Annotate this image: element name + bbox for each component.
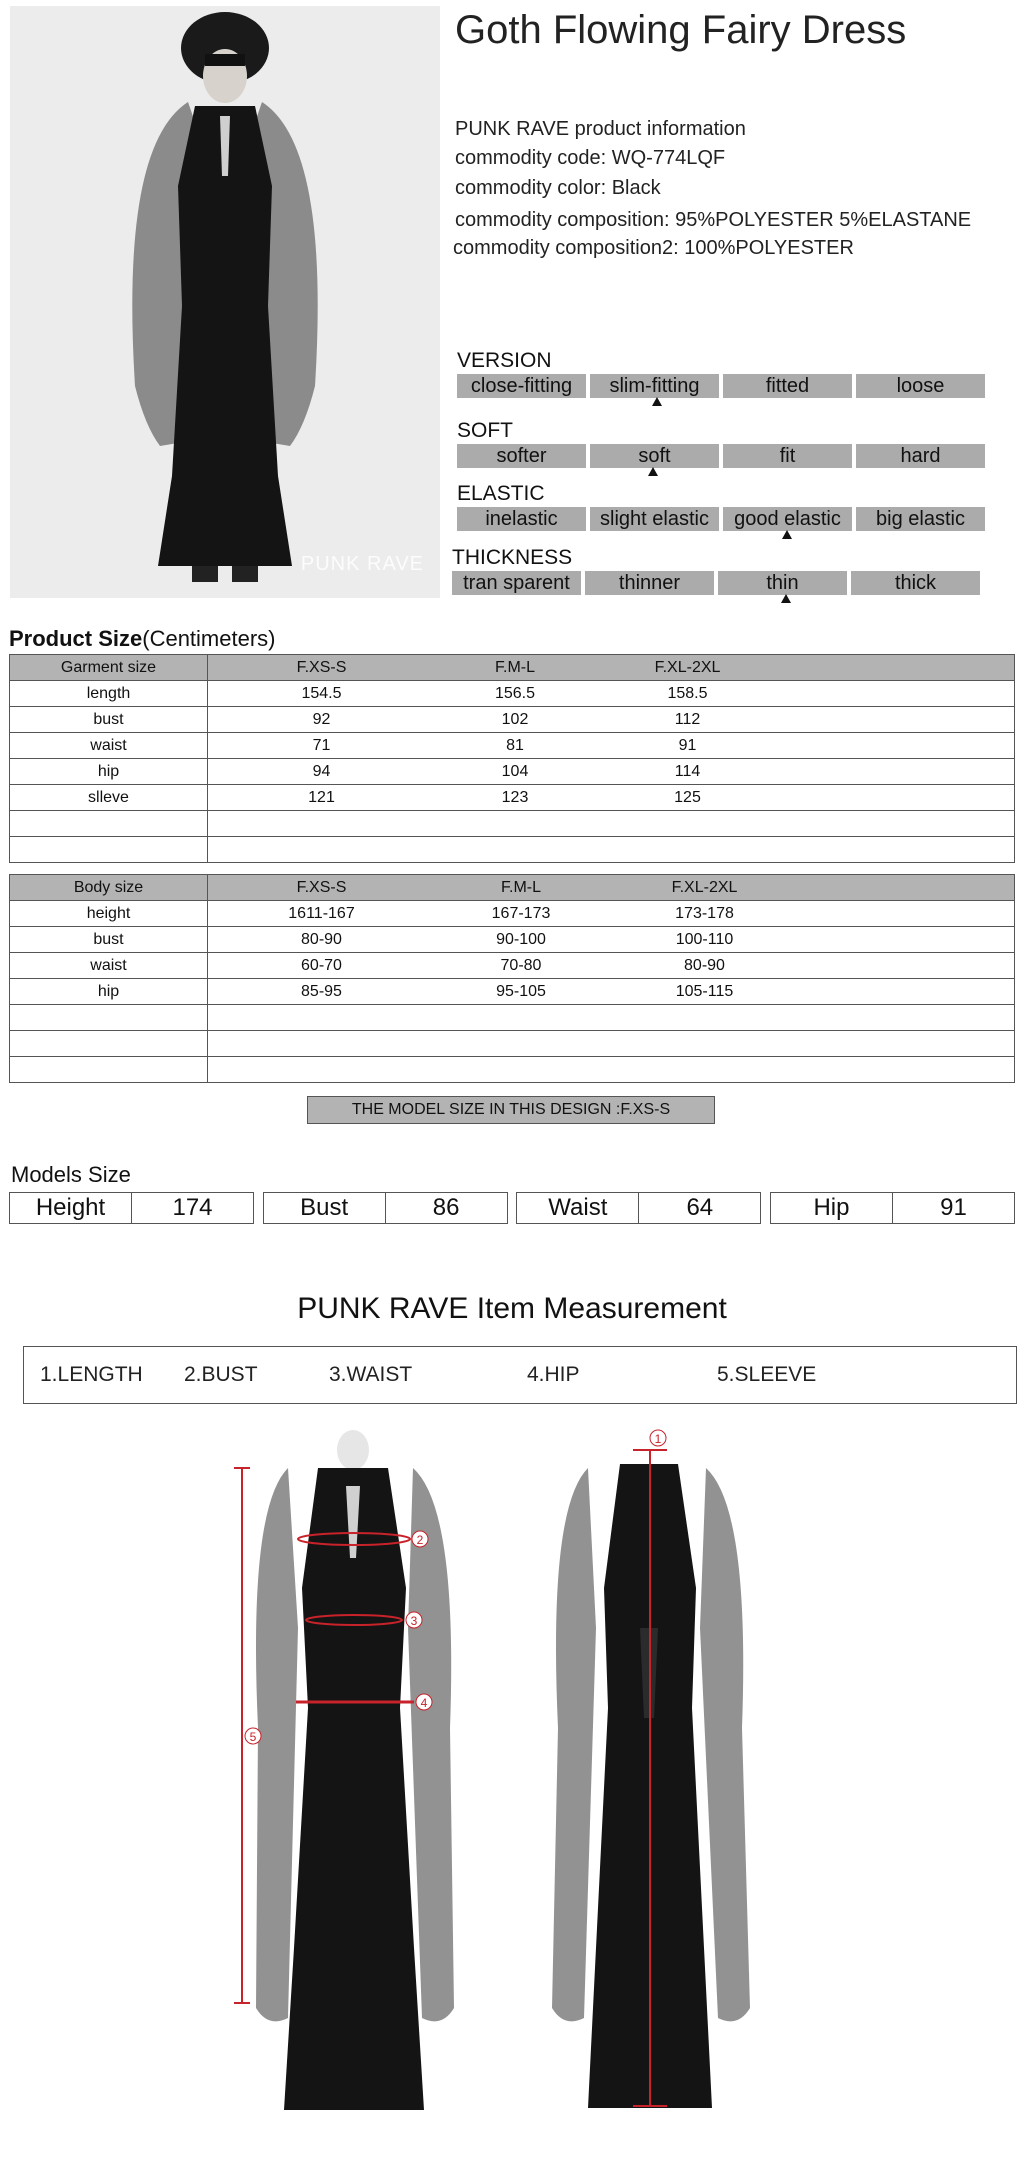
cell-value: 156.5 <box>494 684 536 702</box>
attr-elastic-option: inelastic <box>457 507 586 531</box>
row-label: height <box>10 901 208 927</box>
cell-value: 71 <box>312 736 331 754</box>
attr-elastic-option: good elastic <box>723 507 852 531</box>
attr-thickness-option: thick <box>851 571 980 595</box>
commodity-code <box>455 147 725 170</box>
column-header: F.M-L <box>495 658 535 676</box>
attr-thickness-option: thin <box>718 571 847 595</box>
row-label: bust <box>10 707 208 733</box>
table-row-empty <box>10 1057 1015 1083</box>
attr-soft-option: fit <box>723 444 852 468</box>
cell-value: 85-95 <box>301 982 342 1000</box>
composition-label: commodity composition: <box>455 209 670 231</box>
marker-label: 3 <box>410 1614 418 1628</box>
attr-thickness-title: THICKNESS <box>452 546 573 569</box>
product-size-title <box>9 626 276 652</box>
attr-version-scale <box>457 374 985 398</box>
model-stat-label: Bust <box>300 1194 349 1221</box>
cell-value: 80-90 <box>301 930 342 948</box>
table-row-empty <box>10 837 1015 863</box>
row-label: waist <box>10 733 208 759</box>
table-row <box>10 927 1015 953</box>
model-stat-label: Waist <box>548 1194 608 1221</box>
table-row <box>10 979 1015 1005</box>
model-stat-value: 64 <box>638 1193 760 1223</box>
composition2-label: commodity composition2: <box>453 237 679 259</box>
row-label: hip <box>10 759 208 785</box>
model-stat-value: 86 <box>385 1193 507 1223</box>
cell-value: 81 <box>506 736 524 754</box>
model-stat-label: Hip <box>813 1194 850 1221</box>
row-label: waist <box>10 953 208 979</box>
measurement-legend-item: 5.SLEEVE <box>717 1363 817 1386</box>
model-size-note: THE MODEL SIZE IN THIS DESIGN :F.XS-S <box>307 1096 715 1124</box>
color-label: commodity color: <box>455 177 607 199</box>
code-label: commodity code: <box>455 147 607 169</box>
body-size-table <box>9 874 1015 1083</box>
table-row-empty <box>10 811 1015 837</box>
table-header-row <box>10 655 1015 681</box>
column-header: F.XL-2XL <box>654 658 721 676</box>
table-row <box>10 733 1015 759</box>
attr-soft-option: softer <box>457 444 586 468</box>
model-stat-value: 91 <box>892 1193 1014 1223</box>
cell-value: 90-100 <box>496 930 546 948</box>
model-stat-label: Height <box>35 1194 106 1221</box>
attr-soft-option: hard <box>856 444 985 468</box>
attr-version-option: loose <box>856 374 985 398</box>
cell-value: 1611-167 <box>288 904 355 922</box>
composition2-value: 100%POLYESTER <box>684 237 854 259</box>
dress-front-diagram <box>228 1428 488 2118</box>
composition-value: 95%POLYESTER 5%ELASTANE <box>675 209 972 231</box>
cell-value: 114 <box>674 762 701 780</box>
attr-version-option: close-fitting <box>457 374 586 398</box>
product-size-title-text: Product Size <box>9 626 143 651</box>
row-label: length <box>10 681 208 707</box>
model-figure <box>10 6 440 598</box>
product-size-unit: (Centimeters) <box>142 626 276 651</box>
cell-value: 173-178 <box>675 904 734 922</box>
row-label: hip <box>10 979 208 1005</box>
column-header: F.XS-S <box>296 878 347 896</box>
garment-size-table <box>9 654 1015 863</box>
cell-value: 91 <box>678 736 697 754</box>
attr-soft-scale <box>457 444 985 468</box>
attr-thickness-option: tran sparent <box>452 571 581 595</box>
table-row <box>10 901 1015 927</box>
commodity-composition2 <box>453 237 854 260</box>
attr-thickness-marker <box>781 594 791 603</box>
table-row <box>10 953 1015 979</box>
cell-value: 112 <box>674 710 701 728</box>
marker-label: 5 <box>249 1730 257 1744</box>
cell-value: 70-80 <box>500 956 542 974</box>
attr-version-option: fitted <box>723 374 852 398</box>
cell-value: 158.5 <box>667 684 708 702</box>
column-header: F.M-L <box>501 878 541 896</box>
measurement-legend-item: 1.LENGTH <box>40 1363 143 1386</box>
code-value: WQ-774LQF <box>611 147 726 169</box>
attr-soft-marker <box>648 467 658 476</box>
table-row <box>10 785 1015 811</box>
cell-value: 154.5 <box>301 684 342 702</box>
cell-value: 94 <box>312 762 331 780</box>
table-row-empty <box>10 1031 1015 1057</box>
cell-value: 100-110 <box>675 930 734 948</box>
cell-value: 102 <box>501 710 529 728</box>
brand-line: PUNK RAVE product information <box>455 118 746 140</box>
cell-value: 123 <box>501 788 529 806</box>
attr-version-option: slim-fitting <box>590 374 719 398</box>
table-row <box>10 681 1015 707</box>
row-label: bust <box>10 927 208 953</box>
measurement-legend-item: 2.BUST <box>184 1363 258 1386</box>
attr-elastic-scale <box>457 507 985 531</box>
dress-back-diagram <box>528 1428 778 2118</box>
model-height <box>9 1192 254 1224</box>
marker-label: 4 <box>420 1696 428 1710</box>
watermark: PUNK RAVE <box>300 553 424 575</box>
attr-elastic-option: slight elastic <box>590 507 719 531</box>
attr-thickness-option: thinner <box>585 571 714 595</box>
cell-value: 92 <box>312 710 331 728</box>
models-size-row <box>9 1192 1015 1224</box>
column-header: F.XL-2XL <box>671 878 738 896</box>
column-header: F.XS-S <box>296 658 347 676</box>
cell-value: 60-70 <box>301 956 342 974</box>
measurement-legend-box <box>23 1346 1017 1404</box>
commodity-composition <box>455 209 971 232</box>
table-row <box>10 707 1015 733</box>
cell-value: 105-115 <box>675 982 734 1000</box>
cell-value: 80-90 <box>684 956 725 974</box>
attr-soft-title: SOFT <box>457 419 513 442</box>
row-label: slleve <box>10 785 208 811</box>
table-row <box>10 759 1015 785</box>
marker-label: 2 <box>416 1533 424 1547</box>
table-row-empty <box>10 1005 1015 1031</box>
attr-elastic-marker <box>782 530 792 539</box>
attr-elastic-title: ELASTIC <box>457 482 545 505</box>
cell-value: 121 <box>308 788 335 806</box>
header-label: Garment size <box>10 655 208 681</box>
product-title: Goth Flowing Fairy Dress <box>455 8 907 52</box>
marker-label: 1 <box>654 1432 662 1446</box>
measurement-legend-item: 3.WAIST <box>329 1363 413 1386</box>
model-waist <box>516 1192 761 1224</box>
product-photo <box>10 6 440 598</box>
attr-version-title: VERSION <box>457 349 552 372</box>
model-hip <box>770 1192 1015 1224</box>
cell-value: 95-105 <box>496 982 546 1000</box>
cell-value: 104 <box>501 762 529 780</box>
attr-elastic-option: big elastic <box>856 507 985 531</box>
measurement-legend-item: 4.HIP <box>527 1363 580 1386</box>
model-bust <box>263 1192 508 1224</box>
measurement-title: PUNK RAVE Item Measurement <box>297 1292 727 1325</box>
cell-value: 167-173 <box>491 904 551 922</box>
header-label: Body size <box>10 875 208 901</box>
color-value: Black <box>611 177 661 199</box>
cell-value: 125 <box>674 788 701 806</box>
model-stat-value: 174 <box>131 1193 253 1223</box>
table-header-row <box>10 875 1015 901</box>
attr-soft-option: soft <box>590 444 719 468</box>
attr-thickness-scale <box>452 571 980 595</box>
commodity-color <box>455 177 661 200</box>
models-size-title: Models Size <box>11 1162 131 1187</box>
attr-version-marker <box>652 397 662 406</box>
